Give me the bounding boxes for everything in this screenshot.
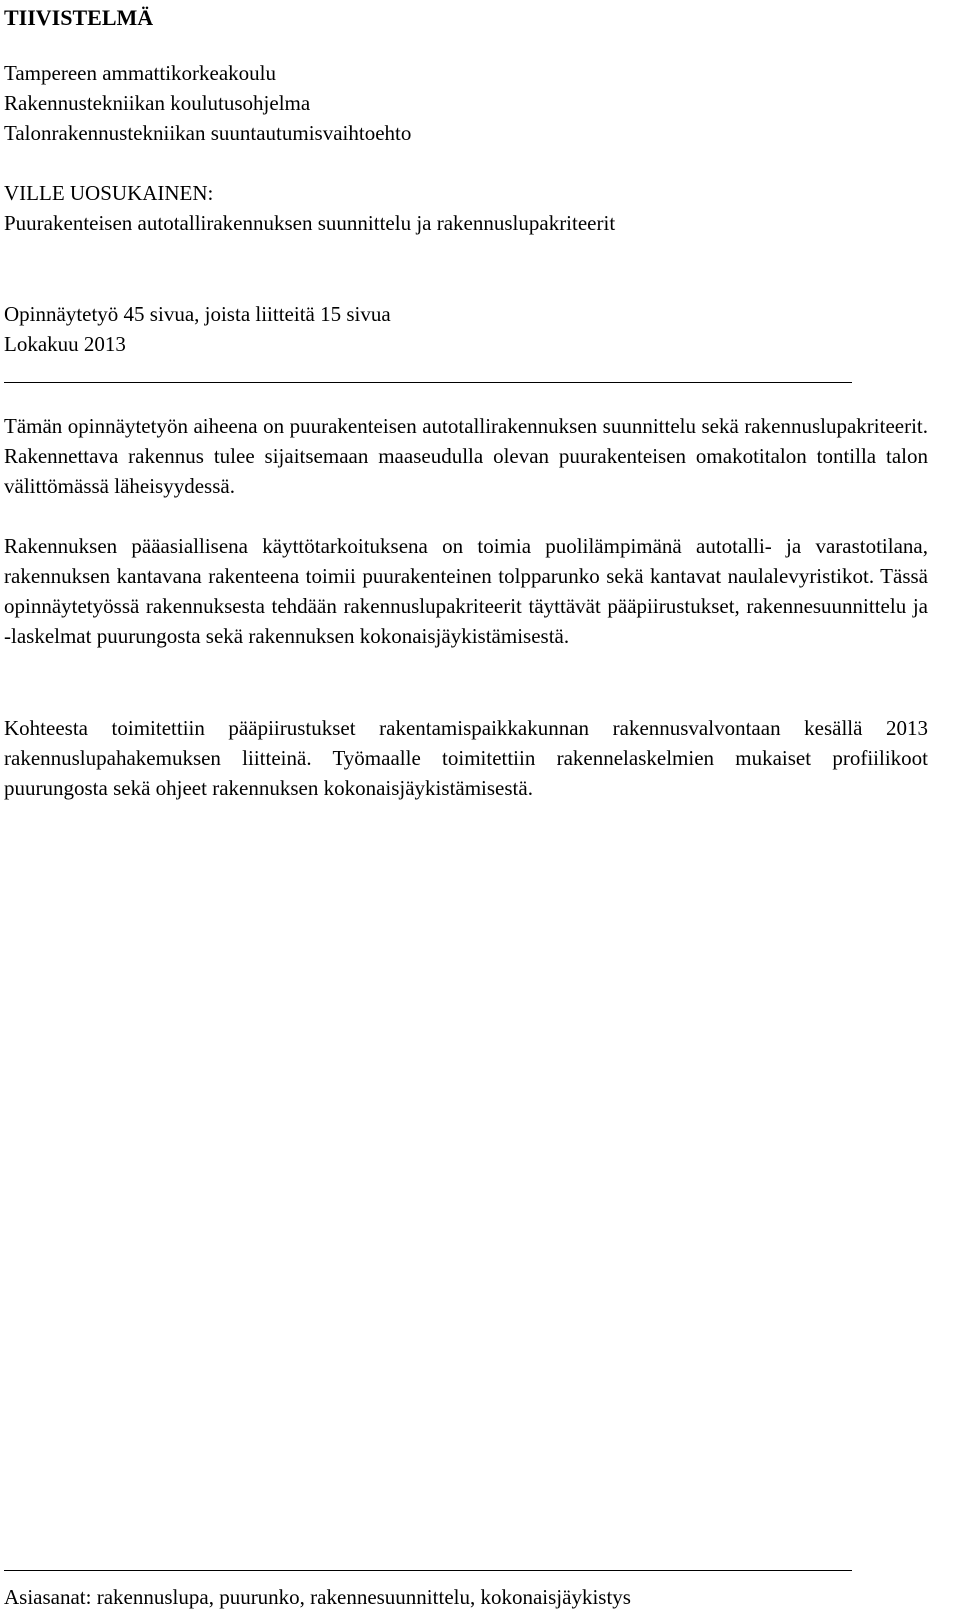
thesis-page-count: Opinnäytetyö 45 sivua, joista liitteitä 15 sivua (4, 302, 391, 326)
specialisation-name: Talonrakennustekniikan suuntautumisvaihtoehto (4, 121, 412, 145)
programme-name: Rakennustekniikan koulutusohjelma (4, 91, 311, 115)
thesis-date: Lokakuu 2013 (4, 332, 126, 356)
abstract-paragraph-2: Rakennuksen pääasiallisena käyttötarkoituksena on toimia puolilämpimänä autotalli- ja varastotilana, rakennuksen kantavana rakenteena toimii puurakenteinen tolpparunko sekä kantavat naulalevyristikot. Tässä opinnäytetyössä rakennuksesta tehdään rakennuslupakriteerit täyttävät pääpiirustukset, rakennesuunnittelu ja -laskelmat puurungosta sekä rakennuksen kokonaisjäykistämisestä. (4, 534, 928, 648)
school-name: Tampereen ammattikorkeakoulu (4, 61, 277, 85)
abstract-paragraph-3: Kohteesta toimitettiin pääpiirustukset rakentamispaikkakunnan rakennusvalvontaan kesällä 2013 rakennuslupahakemuksen liitteinä. Työmaalle toimitettiin rakennelaskelmien mukaiset profiilikoot puurungosta sekä ohjeet rakennuksen kokonaisjäykistämisestä. (4, 716, 928, 800)
top-divider (4, 382, 852, 383)
page-title: TIIVISTELMÄ (4, 5, 154, 30)
author-name: VILLE UOSUKAINEN: (4, 181, 214, 205)
abstract-paragraph-1: Tämän opinnäytetyön aiheena on puurakenteisen autotallirakennuksen suunnittelu sekä rakennuslupakriteerit. Rakennettava rakennus tulee sijaitsemaan maaseudulla olevan puurakenteisen omakotitalon tontilla talon välittömässä läheisyydessä. (4, 414, 928, 498)
bottom-divider (4, 1570, 852, 1571)
thesis-title: Puurakenteisen autotallirakennuksen suunnittelu ja rakennuslupakriteerit (4, 211, 616, 235)
keywords: Asiasanat: rakennuslupa, puurunko, rakennesuunnittelu, kokonaisjäykistys (4, 1585, 631, 1609)
